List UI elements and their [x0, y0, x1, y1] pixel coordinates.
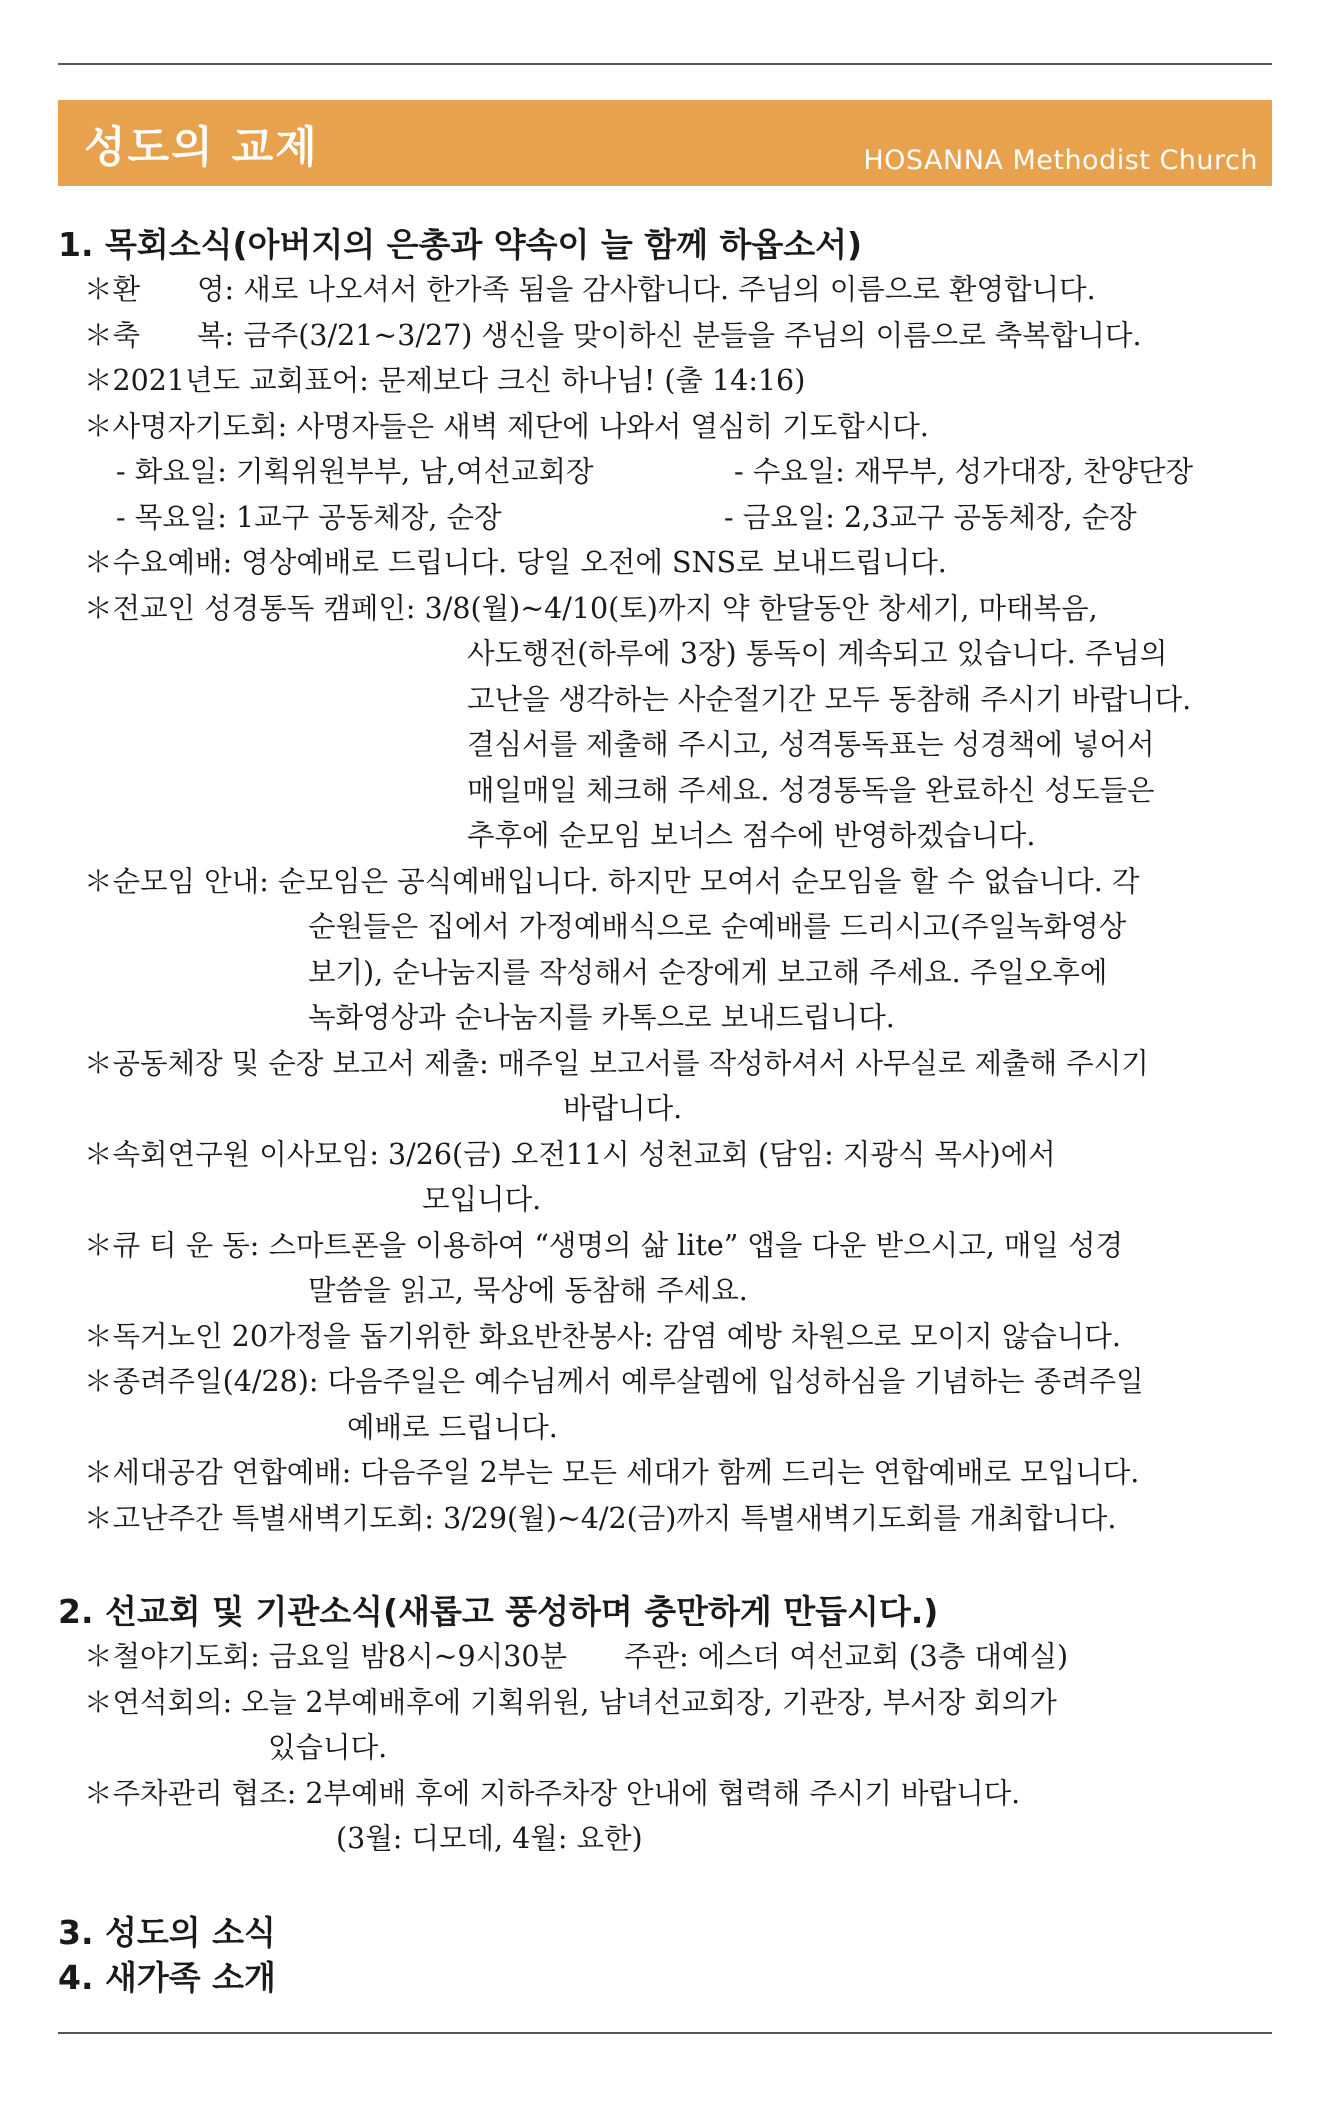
parking-line: 2부예배 후에 지하주차장 안내에 협력해 주시기 바랍니다. — [305, 1776, 1021, 1810]
parking-line: (3월: 디모데, 4월: 요한) — [336, 1822, 643, 1855]
prayer-schedule-row — [58, 495, 1288, 541]
bottom-rule — [58, 2032, 1272, 2034]
palm-sunday-line: 예배로 드립니다. — [347, 1410, 558, 1444]
wednesday-schedule: - 수요일: 재무부, 성가대장, 찬양단장 — [734, 455, 1194, 488]
council-meeting-line: 3/26(금) 오전11시 성천교회 (담임: 지광식 목사)에서 — [388, 1137, 1056, 1171]
header-banner — [58, 100, 1272, 186]
cell-group-label: ＊순모임 안내: — [84, 864, 269, 898]
church-name: HOSANNA Methodist Church — [863, 145, 1258, 176]
palm-sunday-label: ＊종려주일(4/28): — [84, 1365, 319, 1398]
report-line: 바랍니다. — [563, 1092, 683, 1125]
qt-label: ＊큐 티 운 동: — [84, 1228, 260, 1262]
bible-campaign-line: 결심서를 제출해 주시고, 성격통독표는 성경책에 넣어서 — [467, 728, 1155, 761]
section-mission-news — [58, 1589, 1288, 1862]
top-rule — [58, 63, 1272, 65]
thursday-schedule: - 목요일: 1교구 공동체장, 순장 — [116, 500, 502, 534]
bible-campaign-line: 추후에 순모임 보너스 점수에 반영하겠습니다. — [467, 819, 1036, 852]
bible-campaign-line: 사도행전(하루에 3장) 통독이 계속되고 있습니다. 주님의 — [467, 637, 1168, 670]
blessing-label: ＊축 복: — [84, 318, 235, 352]
united-service-item: ＊세대공감 연합예배: 다음주일 2부는 모든 세대가 함께 드리는 연합예배로 모입니다. — [84, 1456, 1140, 1489]
welcome-item — [58, 267, 1288, 313]
palm-sunday-line: 다음주일은 예수님께서 예루살렘에 입성하심을 기념하는 종려주일 — [327, 1365, 1144, 1398]
bible-campaign-label: ＊전교인 성경통독 캠페인: — [84, 591, 416, 625]
report-item — [58, 1041, 1288, 1087]
joint-meeting-line: 오늘 2부예배후에 기획위원, 남녀선교회장, 기관장, 부서장 회의가 — [241, 1685, 1057, 1719]
motto-item: ＊2021년도 교회표어: 문제보다 크신 하나님! (출 14:16) — [84, 364, 806, 397]
tuesday-schedule: - 화요일: 기획위원부부, 남,여선교회장 — [116, 455, 594, 488]
section-title: 2. 선교회 및 기관소식(새롭고 풍성하며 충만하게 만듭시다.) — [58, 1592, 939, 1631]
prayer-schedule-row — [58, 449, 1288, 495]
cell-group-item — [58, 859, 1288, 905]
cell-group-line: 순원들은 집에서 가정예배식으로 순예배를 드리시고(주일녹화영상 — [308, 910, 1127, 943]
friday-schedule: - 금요일: 2,3교구 공동체장, 순장 — [724, 500, 1137, 534]
cell-group-line: 녹화영상과 순나눔지를 카톡으로 보내드립니다. — [308, 1001, 895, 1034]
prayer-meeting-item: ＊사명자기도회: 사명자들은 새벽 제단에 나와서 열심히 기도합시다. — [84, 409, 929, 443]
joint-meeting-item — [58, 1680, 1288, 1726]
section-title: 1. 목회소식(아버지의 은총과 약속이 늘 함께 하옵소서) — [58, 225, 863, 264]
blessing-text: 금주(3/21~3/27) 생신을 맞이하신 분들을 주님의 이름으로 축복합니다. — [234, 318, 1142, 352]
cell-group-line: 보기), 순나눔지를 작성해서 순장에게 보고해 주세요. 주일오후에 — [308, 955, 1108, 989]
bible-campaign-line: 고난을 생각하는 사순절기간 모두 동참해 주시기 바랍니다. — [467, 682, 1192, 716]
page-title: 성도의 교제 — [84, 123, 319, 173]
blessing-item — [58, 313, 1288, 359]
section-new-family — [58, 1955, 1288, 2000]
all-night-prayer-item: ＊철야기도회: 금요일 밤8시~9시30분 주관: 에스더 여선교회 (3층 대예실) — [84, 1640, 1069, 1673]
section-member-news — [58, 1910, 1288, 1955]
section-title: 4. 새가족 소개 — [58, 1957, 276, 1997]
joint-meeting-label: ＊연석회의: — [84, 1685, 233, 1719]
parking-item — [58, 1771, 1288, 1817]
qt-item — [58, 1223, 1288, 1269]
report-line: 매주일 보고서를 작성하셔서 사무실로 제출해 주시기 — [497, 1046, 1149, 1080]
bible-campaign-line: 3/8(월)~4/10(토)까지 약 한달동안 창세기, 마태복음, — [424, 591, 1098, 625]
parking-label: ＊주차관리 협조: — [84, 1776, 297, 1810]
wednesday-service-item: ＊수요예배: 영상예배로 드립니다. 당일 오전에 SNS로 보내드립니다. — [84, 546, 947, 579]
cell-group-line: 순모임은 공식예배입니다. 하지만 모여서 순모임을 할 수 없습니다. 각 — [277, 864, 1140, 898]
section-title: 3. 성도의 소식 — [58, 1912, 276, 1952]
bible-campaign-line: 매일매일 체크해 주세요. 성경통독을 완료하신 성도들은 — [467, 773, 1155, 807]
palm-sunday-item — [58, 1359, 1288, 1405]
welcome-text: 새로 나오셔서 한가족 됨을 감사합니다. 주님의 이름으로 환영합니다. — [234, 273, 1096, 306]
council-meeting-label: ＊속회연구원 이사모임: — [84, 1137, 379, 1171]
report-label: ＊공동체장 및 순장 보고서 제출: — [84, 1046, 489, 1080]
elderly-support-item: ＊독거노인 20가정을 돕기위한 화요반찬봉사: 감염 예방 차원으로 모이지 않습니다. — [84, 1319, 1121, 1353]
bulletin-content — [58, 222, 1288, 2000]
welcome-label: ＊환 영: — [84, 273, 235, 306]
council-meeting-line: 모입니다. — [422, 1183, 542, 1216]
bible-campaign-item — [58, 586, 1288, 632]
section-pastoral-news — [58, 222, 1288, 1541]
council-meeting-item — [58, 1132, 1288, 1178]
passion-week-item: ＊고난주간 특별새벽기도회: 3/29(월)~4/2(금)까지 특별새벽기도회를 개최합니다. — [84, 1501, 1117, 1535]
qt-line: 스마트폰을 이용하여 “생명의 삶 lite” 앱을 다운 받으시고, 매일 성경 — [268, 1228, 1124, 1262]
joint-meeting-line: 있습니다. — [268, 1731, 388, 1764]
qt-line: 말씀을 읽고, 묵상에 동참해 주세요. — [308, 1274, 748, 1307]
